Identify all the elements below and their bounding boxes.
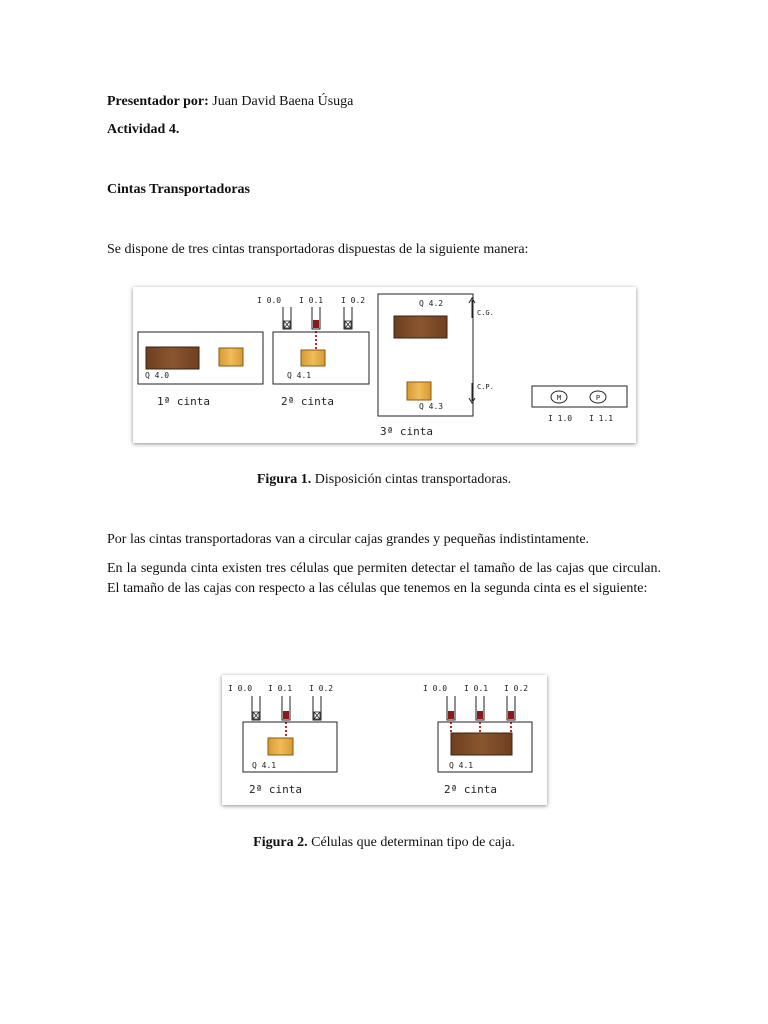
- sensor-i02-label: I 0.2: [341, 296, 366, 305]
- left-sensor-i01-cell: [283, 711, 289, 719]
- right-sensor-i01-cell: [477, 711, 483, 719]
- presenter-line: [107, 92, 353, 112]
- right-sensor-i00-cell: [448, 711, 454, 719]
- figure-1-caption: [0, 470, 768, 490]
- sensor-i01-cell: [313, 320, 319, 328]
- presenter-name: Juan David Baena Úsuga: [212, 94, 354, 109]
- right-sensor-i01-label: I 0.1: [464, 684, 489, 693]
- right-sensor-i00-label: I 0.0: [423, 684, 448, 693]
- button-panel: [532, 386, 627, 407]
- small-box: [219, 348, 243, 366]
- small-box: [301, 350, 325, 366]
- activity-title: Actividad 4.: [107, 122, 180, 137]
- right-belt-output: Q 4.1: [449, 761, 474, 770]
- belt-3-label: 3ª cinta: [380, 425, 433, 438]
- figure-2-diagram: [222, 675, 547, 805]
- button-p-label: P: [595, 394, 601, 402]
- left-belt-label: 2ª cinta: [249, 783, 302, 796]
- belt-2-label: 2ª cinta: [281, 395, 334, 408]
- belt-1-label: 1ª cinta: [157, 395, 210, 408]
- small-box: [407, 382, 431, 400]
- figure-2-caption-text: Células que determinan tipo de caja.: [307, 835, 515, 850]
- presenter-label: Presentador por:: [107, 94, 209, 109]
- cp-label: C.P.: [477, 383, 494, 391]
- belt-2-output: Q 4.1: [287, 371, 312, 380]
- large-box: [146, 347, 199, 369]
- figure-1-diagram: [133, 287, 636, 443]
- right-sensor-i02-cell: [508, 711, 514, 719]
- left-sensor-i02-label: I 0.2: [309, 684, 334, 693]
- left-sensor-i01-label: I 0.1: [268, 684, 293, 693]
- button-m-input: I 1.0: [548, 414, 573, 423]
- paragraph-1: Por las cintas transportadoras van a circular cajas grandes y pequeñas indistintamente.: [107, 532, 590, 547]
- left-sensor-i00-label: I 0.0: [228, 684, 253, 693]
- sensor-i01-label: I 0.1: [299, 296, 324, 305]
- figure-2-caption: [0, 833, 768, 853]
- right-belt-label: 2ª cinta: [444, 783, 497, 796]
- figure-2-sensor-detection: [222, 675, 547, 805]
- figure-1-caption-text: Disposición cintas transportadoras.: [311, 472, 512, 487]
- large-box: [451, 733, 512, 755]
- button-m-label: M: [556, 394, 562, 402]
- sensor-i00-label: I 0.0: [257, 296, 282, 305]
- figure-1-conveyor-layout: [133, 287, 636, 443]
- figure-2-caption-prefix: Figura 2.: [253, 835, 308, 850]
- left-belt-output: Q 4.1: [252, 761, 277, 770]
- cg-label: C.G.: [477, 309, 494, 317]
- belt-1-output: Q 4.0: [145, 371, 170, 380]
- small-box: [268, 738, 293, 755]
- right-sensor-i02-label: I 0.2: [504, 684, 529, 693]
- belt-3-output-top: Q 4.2: [419, 299, 444, 308]
- figure-1-caption-prefix: Figura 1.: [256, 472, 312, 487]
- section-title: Cintas Transportadoras: [107, 182, 251, 197]
- button-p-input: I 1.1: [589, 414, 614, 423]
- large-box: [394, 316, 447, 338]
- paragraph-2: En la segunda cinta existen tres células que permiten detectar el tamaño de las cajas que circulan. El tamaño de las cajas con respecto a las células que tenemos en la segunda cinta es el siguiente:: [107, 561, 661, 596]
- intro-paragraph: Se dispone de tres cintas transportadoras dispuestas de la siguiente manera:: [107, 242, 529, 257]
- belt-3-output-bottom: Q 4.3: [419, 402, 444, 411]
